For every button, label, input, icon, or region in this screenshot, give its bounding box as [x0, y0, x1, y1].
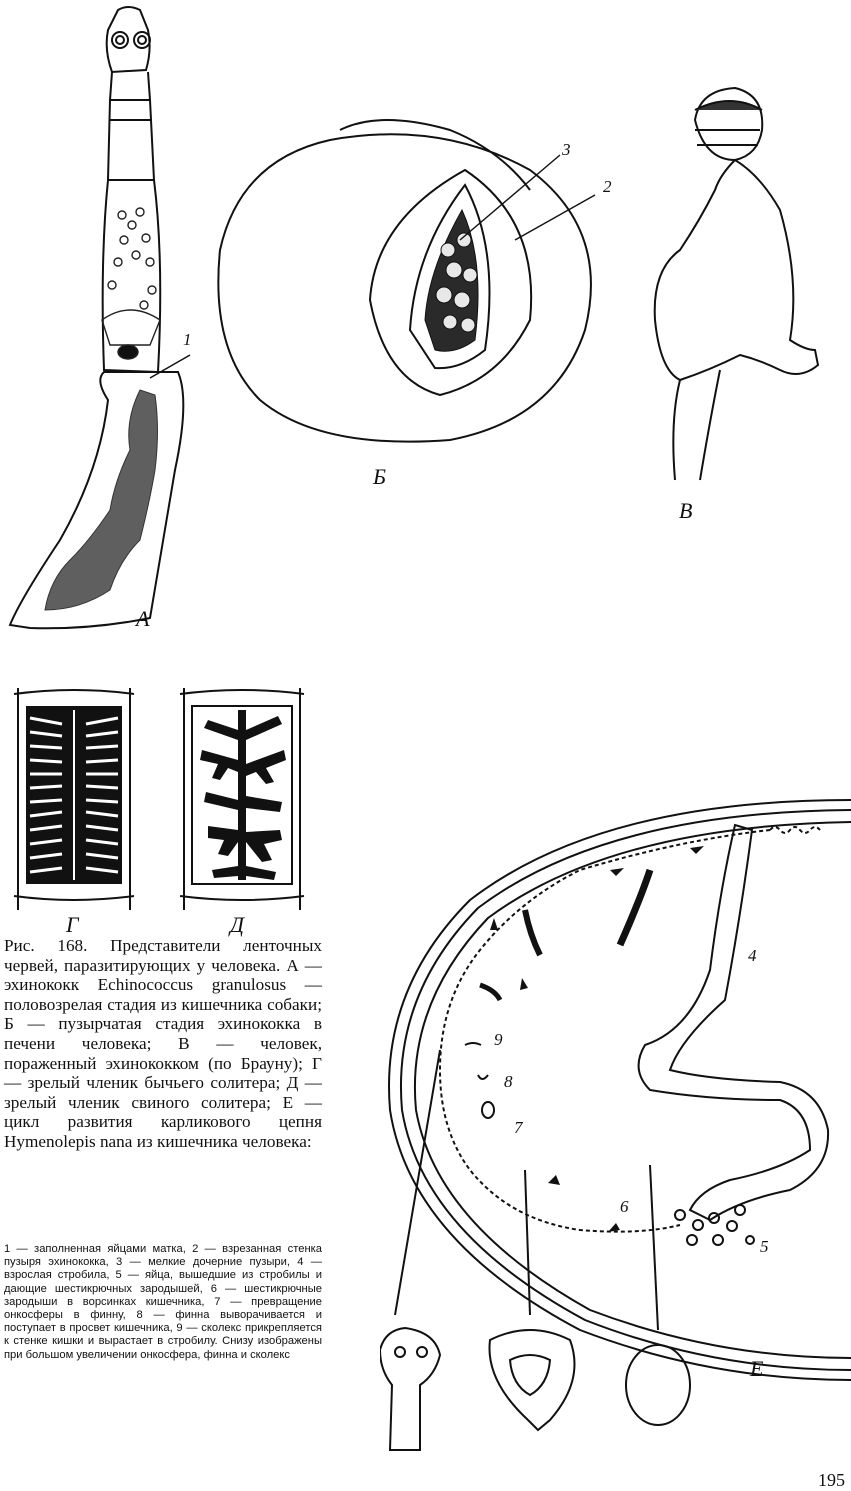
pork-tapeworm-proglottid-drawing: [168, 680, 318, 920]
callout-2: 2: [603, 177, 612, 196]
callout-9: 9: [494, 1030, 503, 1049]
hymenolepis-cycle-drawing: [380, 770, 851, 1470]
page-number: 195: [818, 1470, 845, 1490]
callout-5: 5: [760, 1237, 769, 1256]
callout-3: 3: [562, 140, 571, 159]
callout-4: 4: [748, 946, 757, 965]
figure-legend: 1 — заполненная яйцами матка, 2 — взрезанная стенка пузыря эхинококка, 3 — мелкие дочерние пузыри, 4 — взрослая стробила, 5 — яйца, вышедшие из стробилы и дающие шестикрючных зародышей, 6 — шестикрючные зародыши в ворсинках кишечника, 7 — превращение онкосферы в финну, 8 — финна выворачивается и поступает в просвет кишечника, 9 — сколекс прикрепляется к стенке кишки и вырастает в стробилу. Снизу изображены при большом увеличении онкосфера, финна и сколекс: [4, 1243, 322, 1361]
panel-label-b: Б: [373, 464, 386, 489]
panel-label-d: Д: [230, 912, 244, 937]
echinococcus-adult-drawing: [0, 0, 200, 640]
callout-8: 8: [504, 1072, 513, 1091]
hydatid-cyst-drawing: [200, 100, 620, 460]
panel-label-a: А: [136, 606, 150, 631]
figure-caption: Рис. 168. Представители ленточных червей, паразитирующих у человека. А — эхинококк Echinococcus granulosus — половозрелая стадия из кишечника собаки; Б — пузырчатая стадия эхинококка в печени человека; В — человек, пораженный эхинококком (по Брауну); Г — зрелый членик бычьего солитера; Д — зрелый членик свиного солитера; Е — цикл развития карликового цепня Hymenolepis nana из кишечника человека:: [4, 936, 322, 1151]
panel-label-e: Е: [750, 1356, 764, 1381]
beef-tapeworm-proglottid-drawing: [0, 680, 150, 920]
panel-label-g: Г: [66, 912, 79, 937]
callout-7: 7: [514, 1118, 523, 1137]
callout-6: 6: [620, 1197, 629, 1216]
callout-1: 1: [183, 330, 192, 349]
panel-label-v: В: [679, 498, 693, 523]
patient-drawing: [640, 80, 830, 500]
